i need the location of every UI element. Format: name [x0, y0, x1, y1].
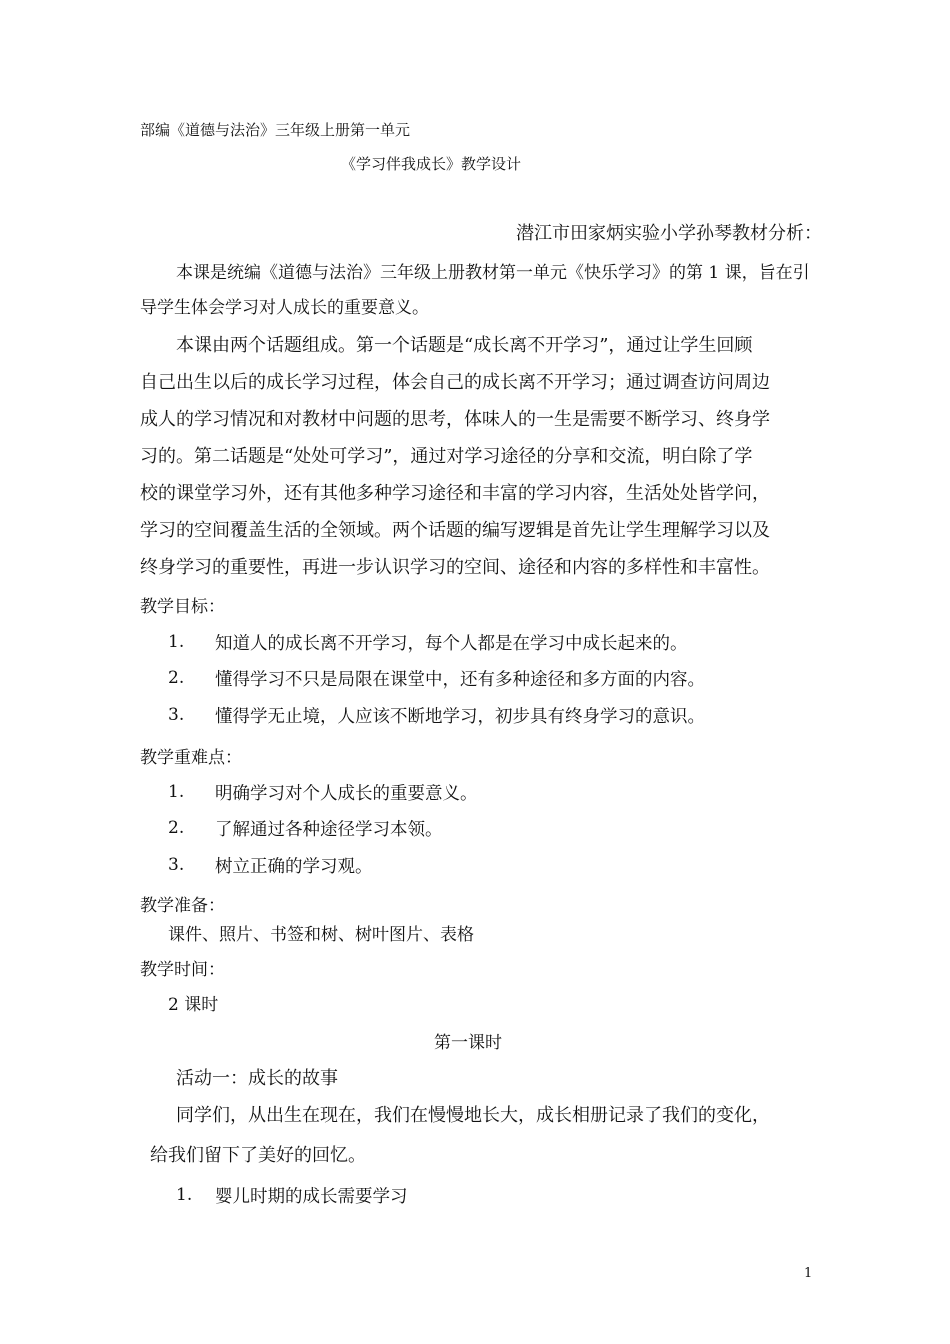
analysis-para2-line: 成人的学习情况和对教材中问题的思考，体味人的一生是需要不断学习、终身学 [140, 409, 770, 430]
analysis-para2-line: 终身学习的重要性，再进一步认识学习的空间、途径和内容的多样性和丰富性。 [140, 557, 770, 578]
keypoint-text: 树立正确的学习观。 [215, 857, 373, 877]
analysis-para1-line: 导学生体会学习对人成长的重要意义。 [140, 298, 429, 318]
lesson-intro-line: 同学们，从出生在现在，我们在慢慢地长大，成长相册记录了我们的变化， [176, 1105, 770, 1126]
lesson-item-number: 1. [176, 1185, 193, 1205]
goal-number: 2. [168, 668, 185, 688]
goal-text: 懂得学习不只是局限在课堂中，还有多种途径和多方面的内容。 [215, 670, 705, 690]
preparation-heading: 教学准备： [140, 896, 225, 916]
lesson-item-text: 婴儿时期的成长需要学习 [215, 1187, 408, 1207]
keypoints-heading: 教学重难点： [140, 748, 242, 768]
lesson-intro-line: 给我们留下了美好的回忆。 [150, 1145, 366, 1166]
analysis-para2-line: 自己出生以后的成长学习过程，体会自己的成长离不开学习；通过调查访问周边 [140, 372, 770, 393]
keypoint-text: 明确学习对个人成长的重要意义。 [215, 784, 478, 804]
keypoint-number: 2. [168, 818, 185, 838]
document-title: 《学习伴我成长》教学设计 [341, 155, 522, 173]
author-line: 潜江市田家炳实验小学孙琴教材分析： [516, 223, 822, 244]
analysis-para2-line: 习的。第二话题是“处处可学习”，通过对学习途径的分享和交流，明白除了学 [140, 446, 753, 467]
series-title: 部编《道德与法治》三年级上册第一单元 [140, 121, 411, 139]
time-text: 2 课时 [168, 995, 219, 1015]
goal-number: 3. [168, 705, 185, 725]
goal-number: 1. [168, 632, 185, 652]
keypoint-number: 3. [168, 855, 185, 875]
analysis-para2-line: 校的课堂学习外，还有其他多种学习途径和丰富的学习内容，生活处处皆学问， [140, 483, 770, 504]
analysis-para1-line: 本课是统编《道德与法治》三年级上册教材第一单元《快乐学习》的第 1 课，旨在引 [176, 263, 810, 283]
page-number: 1 [804, 1266, 813, 1281]
time-heading: 教学时间： [140, 960, 225, 980]
preparation-text: 课件、照片、书签和树、树叶图片、表格 [168, 925, 474, 945]
keypoint-number: 1. [168, 782, 185, 802]
analysis-para2-line: 学习的空间覆盖生活的全领域。两个话题的编写逻辑是首先让学生理解学习以及 [140, 520, 770, 541]
goals-heading: 教学目标： [140, 597, 225, 617]
analysis-para2-line: 本课由两个话题组成。第一个话题是“成长离不开学习”，通过让学生回顾 [176, 335, 753, 356]
activity-heading: 活动一：成长的故事 [176, 1068, 338, 1089]
goal-text: 知道人的成长离不开学习，每个人都是在学习中成长起来的。 [215, 634, 688, 654]
goal-text: 懂得学无止境，人应该不断地学习，初步具有终身学习的意识。 [215, 707, 705, 727]
lesson-title: 第一课时 [434, 1033, 502, 1053]
keypoint-text: 了解通过各种途径学习本领。 [215, 820, 443, 840]
